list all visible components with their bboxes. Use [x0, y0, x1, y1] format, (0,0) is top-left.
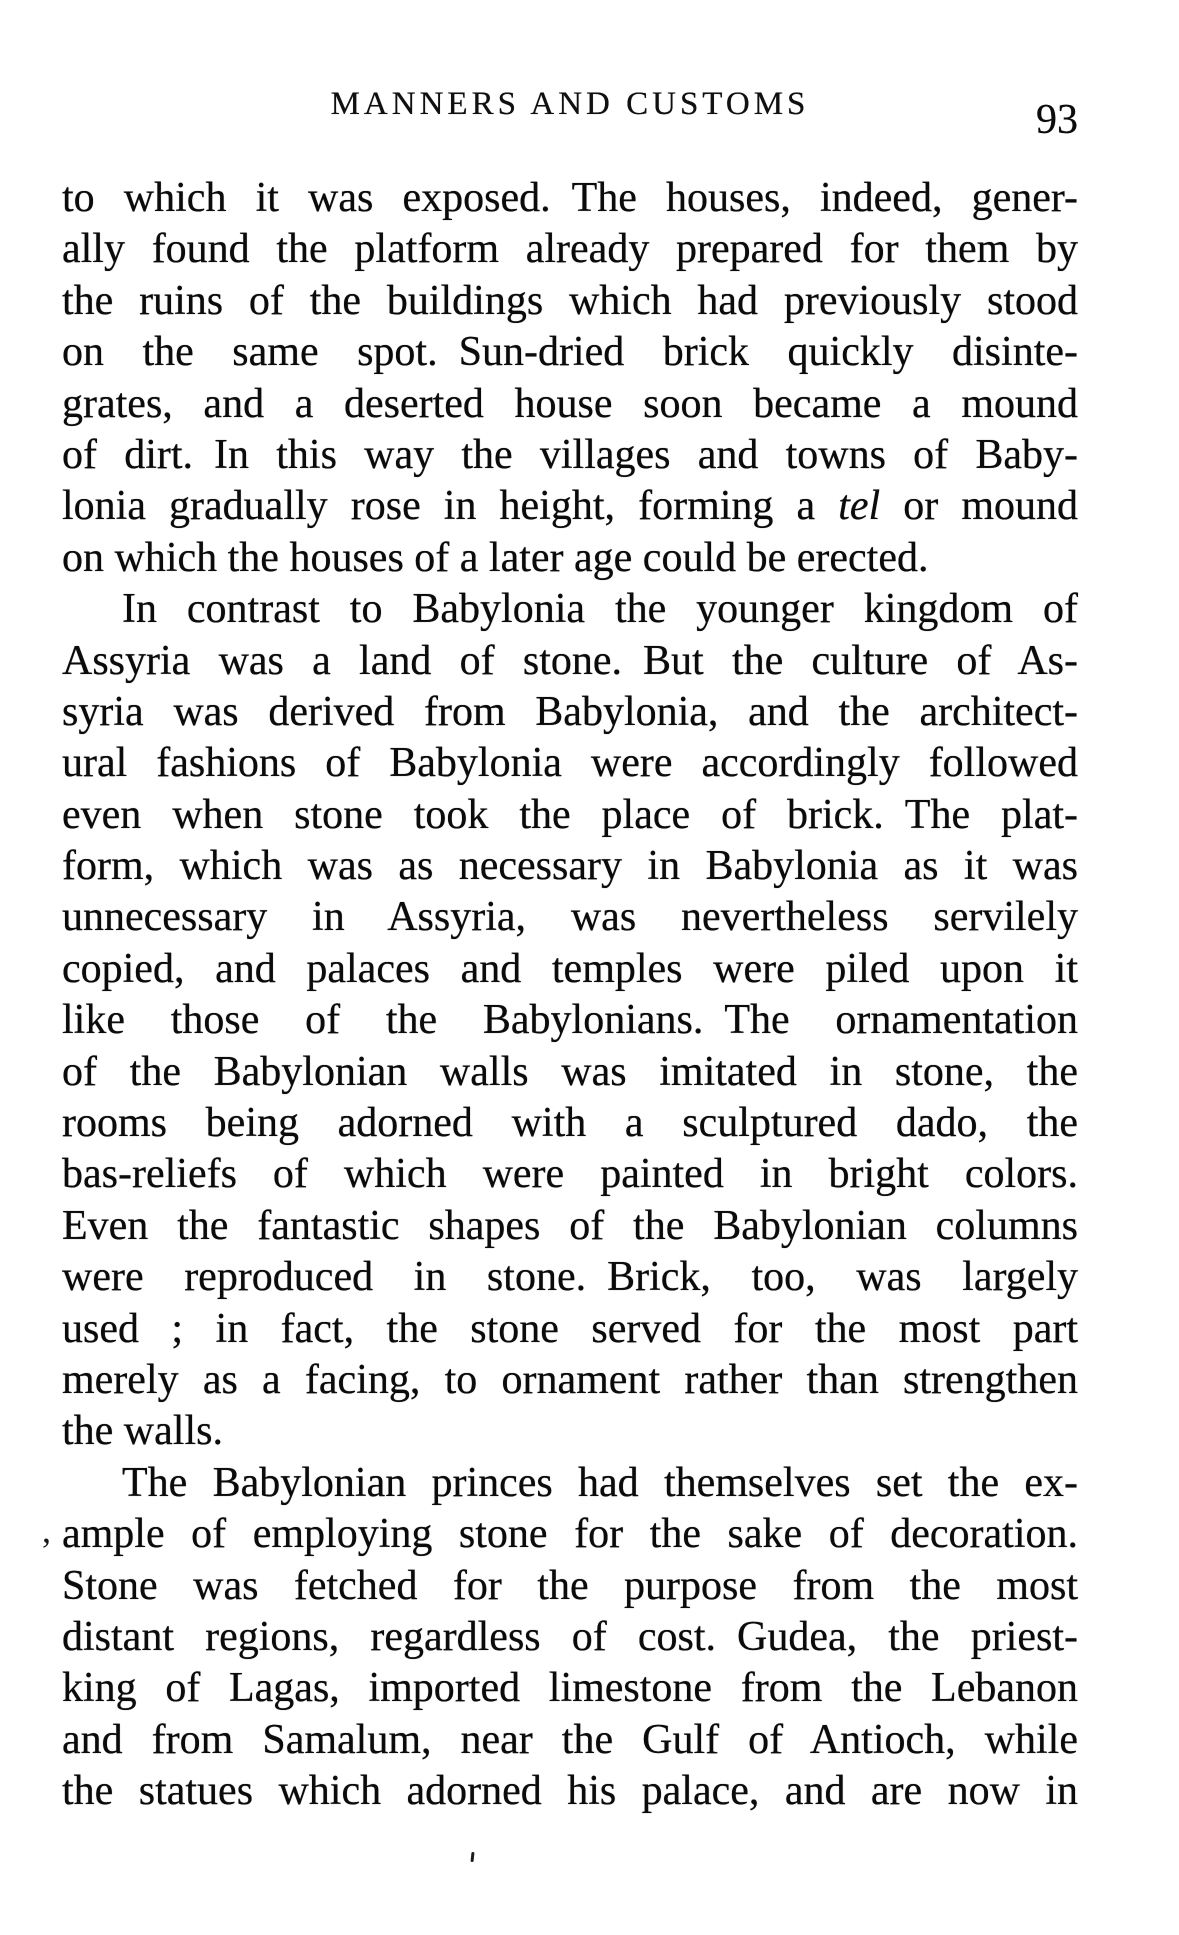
text-line: of the Babylonian walls was imitated in stone, the: [62, 1048, 1078, 1095]
text-line: Stone was fetched for the purpose from the most: [62, 1562, 1078, 1609]
text-line: on the same spot. Sun-dried brick quickly disinte-: [62, 329, 1078, 376]
text-segment: lonia gradually rose in height, forming a: [62, 483, 839, 530]
page-number: 93: [1036, 97, 1078, 143]
text-line: merely as a facing, to ornament rather than strengthen: [62, 1356, 1078, 1403]
text-line: even when stone took the place of brick. The plat-: [62, 791, 1078, 838]
text-line: form, which was as necessary in Babylonia as it was: [62, 843, 1078, 890]
text-line: unnecessary in Assyria, was nevertheless servilely: [62, 894, 1078, 941]
body-text: [62, 173, 1078, 1818]
text-line: the ruins of the buildings which had previously stood: [62, 277, 1078, 324]
text-line: ural fashions of Babylonia were accordingly followed: [62, 740, 1078, 787]
text-line: syria was derived from Babylonia, and the architect-: [62, 688, 1078, 735]
text-line: copied, and palaces and temples were piled upon it: [62, 945, 1078, 992]
text-line-with-italic: [62, 481, 1078, 532]
text-line: king of Lagas, imported limestone from the Lebanon: [62, 1665, 1078, 1712]
text-line: ample of employing stone for the sake of decoration.: [62, 1511, 1078, 1558]
running-header-title: MANNERS AND CUSTOMS: [330, 86, 810, 122]
text-line: Even the fantastic shapes of the Babylonian columns: [62, 1202, 1078, 1249]
text-line: and from Samalum, near the Gulf of Antioch, while: [62, 1716, 1078, 1763]
scan-artifact-margin-mark: ,: [42, 1510, 51, 1550]
text-line: the statues which adorned his palace, and are now in: [62, 1768, 1078, 1815]
text-line: The Babylonian princes had themselves set the ex-: [122, 1459, 1078, 1506]
text-line: Assyria was a land of stone. But the culture of As-: [62, 637, 1078, 684]
text-line: In contrast to Babylonia the younger kingdom of: [122, 586, 1078, 633]
text-line: on which the houses of a later age could be erected.: [62, 534, 929, 581]
text-line: the walls.: [62, 1408, 223, 1455]
text-line: like those of the Babylonians. The ornamentation: [62, 997, 1078, 1044]
text-line: rooms being adorned with a sculptured dado, the: [62, 1100, 1078, 1147]
text-line: bas-reliefs of which were painted in bright colors.: [62, 1151, 1078, 1198]
text-line: were reproduced in stone. Brick, too, was largely: [62, 1254, 1078, 1301]
text-line: grates, and a deserted house soon became a mound: [62, 380, 1078, 427]
text-line: of dirt. In this way the villages and towns of Baby-: [62, 431, 1078, 478]
italic-word-tel: tel: [838, 483, 881, 530]
text-line: to which it was exposed. The houses, indeed, gener-: [62, 175, 1078, 221]
text-line: ally found the platform already prepared for them by: [62, 226, 1078, 273]
text-segment: or mound: [880, 483, 1078, 530]
text-line: used ; in fact, the stone served for the most part: [62, 1305, 1078, 1352]
text-line: distant regions, regardless of cost. Gudea, the priest-: [62, 1613, 1078, 1660]
scan-artifact-bottom-mark: [470, 1852, 474, 1862]
